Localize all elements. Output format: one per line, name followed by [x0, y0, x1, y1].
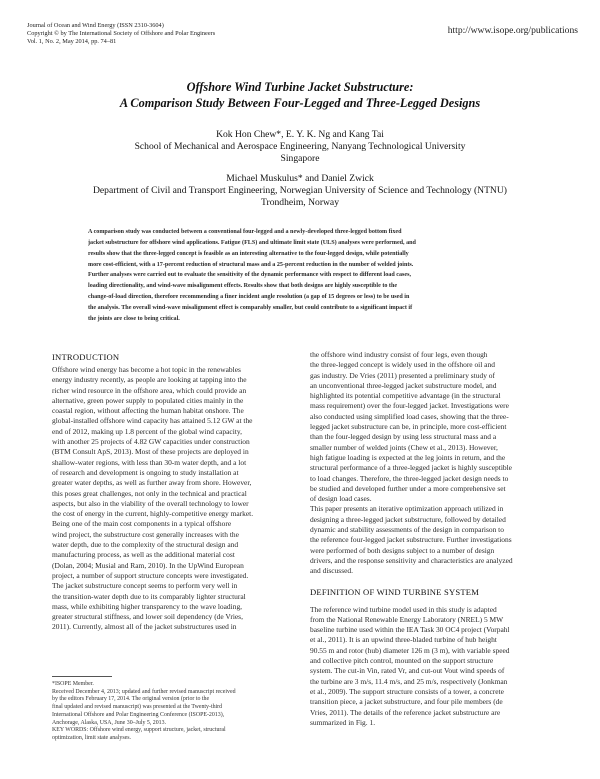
abstract-line: the analysis. The overall wind-wave misalignment effect is comparably smaller, but could contribute to a significant impact if	[88, 304, 413, 311]
footnote-line: International Offshore and Polar Engineering Conference (ISOPE-2013),	[52, 711, 225, 718]
text-line: the three-legged concept is widely used in the offshore oil and	[310, 360, 495, 370]
footnote-line: Received December 4, 2013; updated and further revised manuscript received	[52, 688, 236, 695]
text-line: 90.55 m and rotor (hub) diameter 126 m (3 m), with variable speed	[310, 645, 510, 655]
text-line: and collective pitch control, mounted on the support structure	[310, 656, 494, 666]
affiliation-1-location: Singapore	[280, 153, 320, 164]
text-line: this poses great challenges, not only in the technical and practical	[52, 488, 247, 498]
abstract-line: results show that the three-legged concept is feasible as an interesting alternative to the four-legged design, while potentially	[88, 250, 409, 257]
affiliation-2-location: Trondheim, Norway	[261, 197, 339, 208]
text-line: mass requirement) over the four-legged jacket. Investigations were	[310, 401, 509, 411]
text-line: summarized in Fig. 1.	[310, 717, 376, 727]
text-line: manufacturing process, as well as the additional material cost	[52, 550, 235, 560]
intro-paragraph-2	[52, 519, 304, 632]
intro-paragraph-1	[52, 365, 304, 519]
text-line: et al., 2011). It is an upwind three-bladed turbine of hub height	[310, 635, 497, 645]
text-line: The jacket substructure concept seems to perform very well in	[52, 581, 238, 591]
text-line: the transition-water depth due to its comparably lighter structural	[52, 591, 246, 601]
journal-line: Copyright © by The International Society of Offshore and Polar Engineers	[27, 30, 216, 37]
footnote	[52, 676, 304, 743]
abstract-line: change-of-load direction, therefore recommending a finer incident angle resolution (a gap of 15 degrees or less) to be used in	[88, 294, 410, 301]
abstract-line: more cost-efficient, with a 17-percent reduction of structural mass and a 25-percent reduction in the number of welded joints.	[88, 261, 414, 268]
footnote-line: KEY WORDS: Offshore wind energy, support structure, jacket, structural	[52, 727, 226, 734]
journal-line: Journal of Ocean and Wind Energy (ISSN 2310-3604)	[27, 22, 164, 29]
text-line: also conducted using simplified load cases, showing that the three-	[310, 411, 509, 421]
text-line: energy industry recently, as people are looking at tapping into the	[52, 375, 247, 385]
text-line: richer wind resource in the offshore area, which could provide an	[52, 385, 247, 395]
abstract-line: jacket substructure for offshore wind applications. Fatigue (FLS) and ultimate limit state (ULS) analyses were performed, and	[88, 239, 416, 246]
intro-paragraph-3	[310, 350, 562, 504]
text-line: project, a number of support structure concepts were investigated.	[52, 570, 249, 580]
section-heading-introduction: INTRODUCTION	[52, 352, 120, 362]
text-line: of design load cases.	[310, 494, 372, 504]
left-column	[52, 350, 304, 633]
text-line: high fatigue loading is expected at the leg joints in return, and the	[310, 452, 506, 462]
text-line: system. The cut-in Vin, rated Vr, and cut-out Vout wind speeds of	[310, 666, 505, 676]
text-line: (Dolan, 2004; Musial and Ram, 2010). In the UpWind European	[52, 560, 244, 570]
text-line: Vries, 2011). The details of the reference jacket substructure are	[310, 707, 501, 717]
text-line: and discussed.	[310, 566, 353, 576]
text-line: wind project, the substructure cost generally increases with the	[52, 529, 239, 539]
text-line: from the National Renewable Energy Laboratory (NREL) 5 MW	[310, 614, 504, 624]
text-line: The reference wind turbine model used in this study is adapted	[310, 604, 497, 614]
text-line: end of 2012, making up 1.8 percent of the global wind capacity,	[52, 426, 242, 436]
text-line: designing a three-legged jacket substructure, followed by detailed	[310, 514, 506, 524]
text-line: alternative, green power supply to populated cities mainly in the	[52, 395, 244, 405]
abstract-line: the joints are close to being critical.	[88, 315, 180, 322]
text-line: (BTM Consult ApS, 2013). Most of these projects are deployed in	[52, 447, 249, 457]
affiliation-2: Department of Civil and Transport Engineering, Norwegian University of Science and Technology (NTNU)	[93, 185, 507, 196]
author-names-2: Michael Muskulus* and Daniel Zwick	[226, 173, 374, 184]
text-line: of research and development is ongoing to study installation at	[52, 467, 239, 477]
section-gap	[310, 577, 562, 585]
abstract-line: loading directionality, and wind-wave misalignment effects. Results show that both designs are highly susceptible to the	[88, 283, 398, 290]
text-line: the offshore wind industry consist of four legs, even though	[310, 350, 488, 359]
text-line: the cost of energy in the current, highly-competitive energy market.	[52, 509, 254, 519]
right-column	[310, 350, 562, 728]
text-line: were performed of both designs subject to a number of design	[310, 545, 495, 555]
text-line: legged jacket substructure can be, in principle, more cost-efficient	[310, 422, 507, 432]
text-line: 2011). Currently, almost all of the jacket substructures used in	[52, 622, 237, 632]
text-line: structural performance of a three-legged jacket is highly susceptible	[310, 463, 512, 473]
publication-url[interactable]: http://www.isope.org/publications	[447, 25, 578, 36]
text-line: the turbine are 3 m/s, 11.4 m/s, and 25 m/s, respectively (Jonkman	[310, 676, 508, 686]
section-heading-definition: DEFINITION OF WIND TURBINE SYSTEM	[310, 586, 480, 597]
text-line: mass, while exhibiting higher transparency to the wave loading,	[52, 601, 243, 611]
text-line: an unconventional three-legged jacket substructure model, and	[310, 380, 497, 390]
text-line: dynamic and stability assessments of the design in comparison to	[310, 525, 504, 535]
text-line: baseline turbine used within the IEA Task 30 OC4 project (Vorpahl	[310, 625, 510, 635]
paper-title-line-2: A Comparison Study Between Four-Legged and Three-Legged Designs	[119, 96, 481, 110]
text-line: gas industry. De Vries (2011) presented a preliminary study of	[310, 370, 495, 380]
text-line: aspects, but also in the viability of the overall technology to lower	[52, 498, 249, 508]
text-line: shallow-water regions, with less than 30-m water depth, and a lot	[52, 457, 247, 467]
footnote-line: by the editors February 17, 2014. The original version (prior to the	[52, 696, 210, 703]
footnote-line: Anchorage, Alaska, USA, June 30–July 5, 2013.	[52, 719, 167, 726]
text-line: to load changes. Therefore, the three-legged jacket design needs to	[310, 473, 509, 483]
text-line: the reference four-legged jacket substructure. Further investigations	[310, 535, 512, 545]
abstract-line: Further analyses were carried out to evaluate the sensitivity of the dynamic performance with respect to different load cases,	[88, 272, 411, 279]
paper-title-line-1: Offshore Wind Turbine Jacket Substructure:	[186, 80, 414, 94]
intro-paragraph-4	[310, 504, 562, 576]
definition-paragraph-1	[310, 605, 562, 729]
footnote-line: final updated and revised manuscript) was presented at the Twenty-third	[52, 704, 223, 711]
text-line: transition piece, a jacket substructure, and four pile members (de	[310, 697, 503, 707]
footnote-line: optimization, limit state analyses.	[52, 734, 132, 741]
text-line: global-installed offshore wind capacity has attained 5.12 GW at the	[52, 416, 253, 426]
text-line: be studied and developed further under a more comprehensive set	[310, 483, 506, 493]
text-line: Offshore wind energy has become a hot topic in the renewables	[52, 365, 241, 374]
footnote-line: *ISOPE Member.	[52, 681, 94, 687]
text-line: drivers, and the response sensitivity and characteristics are analyzed	[310, 555, 513, 565]
author-names-1: Kok Hon Chew*, E. Y. K. Ng and Kang Tai	[216, 129, 384, 140]
text-line: greater water depths, as well as further away from shore. However,	[52, 478, 252, 488]
text-line: greater structural stiffness, and lower soil dependency (de Vries,	[52, 612, 243, 622]
text-line: water depth, due to the complexity of the structural design and	[52, 540, 239, 550]
journal-line: Vol. 1, No. 2, May 2014, pp. 74–81	[27, 38, 117, 45]
text-line: This paper presents an iterative optimization approach utilized in	[310, 504, 504, 514]
text-line: highlighted its potential competitive advantage (in the structural	[310, 391, 501, 401]
text-line: Being one of the main cost components in a typical offshore	[52, 519, 232, 529]
text-line: coastal region, without affecting the human habitat onshore. The	[52, 406, 244, 416]
abstract	[88, 227, 516, 325]
affiliation-1: School of Mechanical and Aerospace Engineering, Nanyang Technological University	[134, 141, 466, 152]
journal-info	[27, 22, 215, 46]
text-line: et al., 2009). The support structure consists of a tower, a concrete	[310, 686, 504, 696]
text-line: smaller number of welded joints (Chew et al., 2013). However,	[310, 442, 498, 452]
footnote-rule	[52, 676, 112, 677]
text-line: with another 25 projects of 4.82 GW capacities under construction	[52, 437, 250, 447]
text-line: than the four-legged design by using less structural mass and a	[310, 432, 497, 442]
abstract-line: A comparison study was conducted between a conventional four-legged and a newly-developed three-legged bottom fixed	[88, 229, 402, 235]
